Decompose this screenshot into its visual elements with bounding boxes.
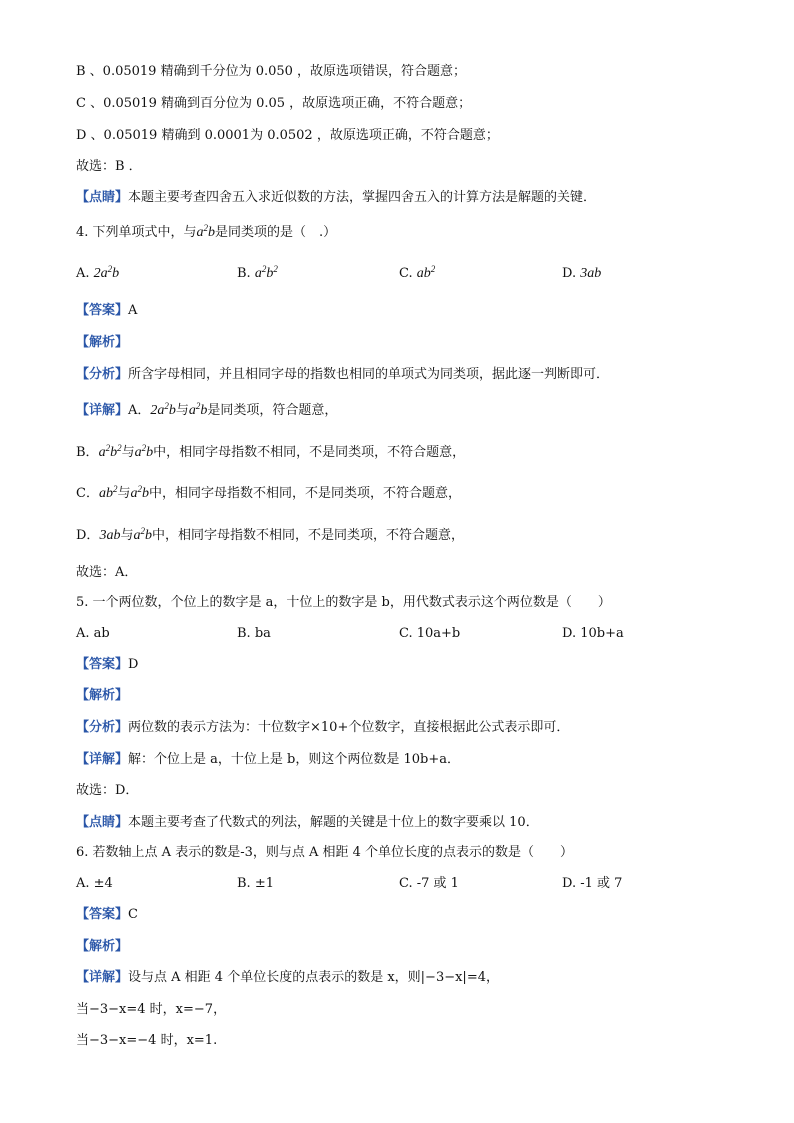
fenxi-text: 所含字母相同，并且相同字母的指数也相同的单项式为同类项，据此逐一判断即可． [128,367,610,382]
q4-stem-pre: 4. 下列单项式中，与 [76,225,197,240]
fenxi-tag: 【分析】 [76,367,129,382]
q4-stem-math: $a^2b$ [196,223,216,240]
q5-option-c: C. 10a+b [399,626,461,641]
q4-option-a: A. $2a^2b$ [76,264,120,281]
dianjing-tag: 【点睛】 [76,815,129,830]
q3-choice: 故选：B ． [76,159,142,174]
q6-answer [76,907,138,923]
q5-fenxi [76,720,569,736]
xiangjie-tag: 【详解】 [76,403,129,418]
q6-jiexi [76,939,128,955]
answer-tag: 【答案】 [76,907,129,922]
q4-stem [76,225,336,241]
dianjing-text: 本题主要考查了代数式的列法，解题的关键是十位上的数字要乘以 10． [128,815,539,830]
q4-xiangjie-a: 【详解】A．$2a^2b$与$a^2b$是同类项，符合题意， [76,401,338,418]
q5-stem: 5. 一个两位数，个位上的数字是 a，十位上的数字是 b，用代数式表示这个两位数是（ ） [76,595,611,610]
q5-dianjing [76,815,539,831]
q6-option-c: C. -7 或 1 [399,876,459,891]
q3-option-b-explanation: B 、0.05019 精确到千分位为 0.050 ，故原选项错误，符合题意； [76,64,467,79]
answer-value: C [128,907,138,922]
q6-case-2: 当−3−x=−4 时，x=1. [76,1033,218,1048]
q6-xiangjie [76,970,499,986]
q3-option-d-explanation: D 、0.05019 精确到 0.0001为 0.0502 ，故原选项正确，不符合题意； [76,128,499,143]
q4-choice: 故选：A． [76,565,138,580]
q6-option-a: A. ±4 [76,876,113,891]
q6-stem: 6. 若数轴上点 A 表示的数是-3，则与点 A 相距 4 个单位长度的点表示的数是（ ） [76,845,574,860]
answer-tag: 【答案】 [76,303,129,318]
q4-answer [76,303,137,319]
xiangjie-tag: 【详解】 [76,752,129,767]
answer-tag: 【答案】 [76,657,129,672]
dianjing-text: 本题主要考查四舍五入求近似数的方法，掌握四舍五入的计算方法是解题的关键． [128,190,597,205]
q4-option-a-label: A. [76,266,90,281]
xiangjie-text: 解：个位上是 a，十位上是 b，则这个两位数是 10b+a． [128,752,460,767]
q4-option-d: D. 3ab [562,266,602,281]
q4-xiangjie-c: C．$ab^2$与$a^2b$中，相同字母指数不相同，不是同类项，不符合题意， [76,484,461,501]
q6-option-d: D. -1 或 7 [562,876,623,891]
q5-option-d: D. 10b+a [562,626,624,641]
answer-value: A [128,303,138,318]
q4-option-d-label: D. [562,266,577,281]
q4-fenxi [76,367,609,383]
jiexi-tag: 【解析】 [76,939,129,954]
q4-stem-post: 是同类项的是（ .） [215,225,337,240]
xiangjie-tag: 【详解】 [76,970,129,985]
q6-option-b: B. ±1 [237,876,274,891]
fenxi-text: 两位数的表示方法为：十位数字×10+个位数字，直接根据此公式表示即可． [128,720,570,735]
q5-option-a: A. ab [76,626,110,641]
q4-xiangjie-b: B．$a^2b^2$与$a^2b$中，相同字母指数不相同，不是同类项，不符合题意， [76,443,466,460]
q6-case-1: 当−3−x=4 时，x=−7， [76,1002,227,1017]
jiexi-tag: 【解析】 [76,335,129,350]
dianjing-tag: 【点睛】 [76,190,129,205]
jiexi-tag: 【解析】 [76,688,129,703]
q4-option-c: C. $ab^2$ [399,264,436,281]
q3-dianjing [76,190,596,206]
xiangjie-text: 设与点 A 相距 4 个单位长度的点表示的数是 x，则|−3−x|=4， [128,970,499,985]
q4-xiangjie-d: D．3ab与$a^2b$中，相同字母指数不相同，不是同类项，不符合题意， [76,526,464,543]
q3-option-c-explanation: C 、0.05019 精确到百分位为 0.05 ，故原选项正确，不符合题意； [76,96,472,111]
q4-option-c-label: C. [399,266,413,281]
q4-option-b-label: B. [237,266,251,281]
q5-option-b: B. ba [237,626,271,641]
answer-value: D [128,657,139,672]
q5-answer [76,657,138,673]
q4-option-b: B. $a^2b^2$ [237,264,278,281]
q5-jiexi [76,688,128,704]
q4-jiexi [76,335,128,351]
q5-choice: 故选：D． [76,783,139,798]
q5-xiangjie [76,752,460,768]
fenxi-tag: 【分析】 [76,720,129,735]
